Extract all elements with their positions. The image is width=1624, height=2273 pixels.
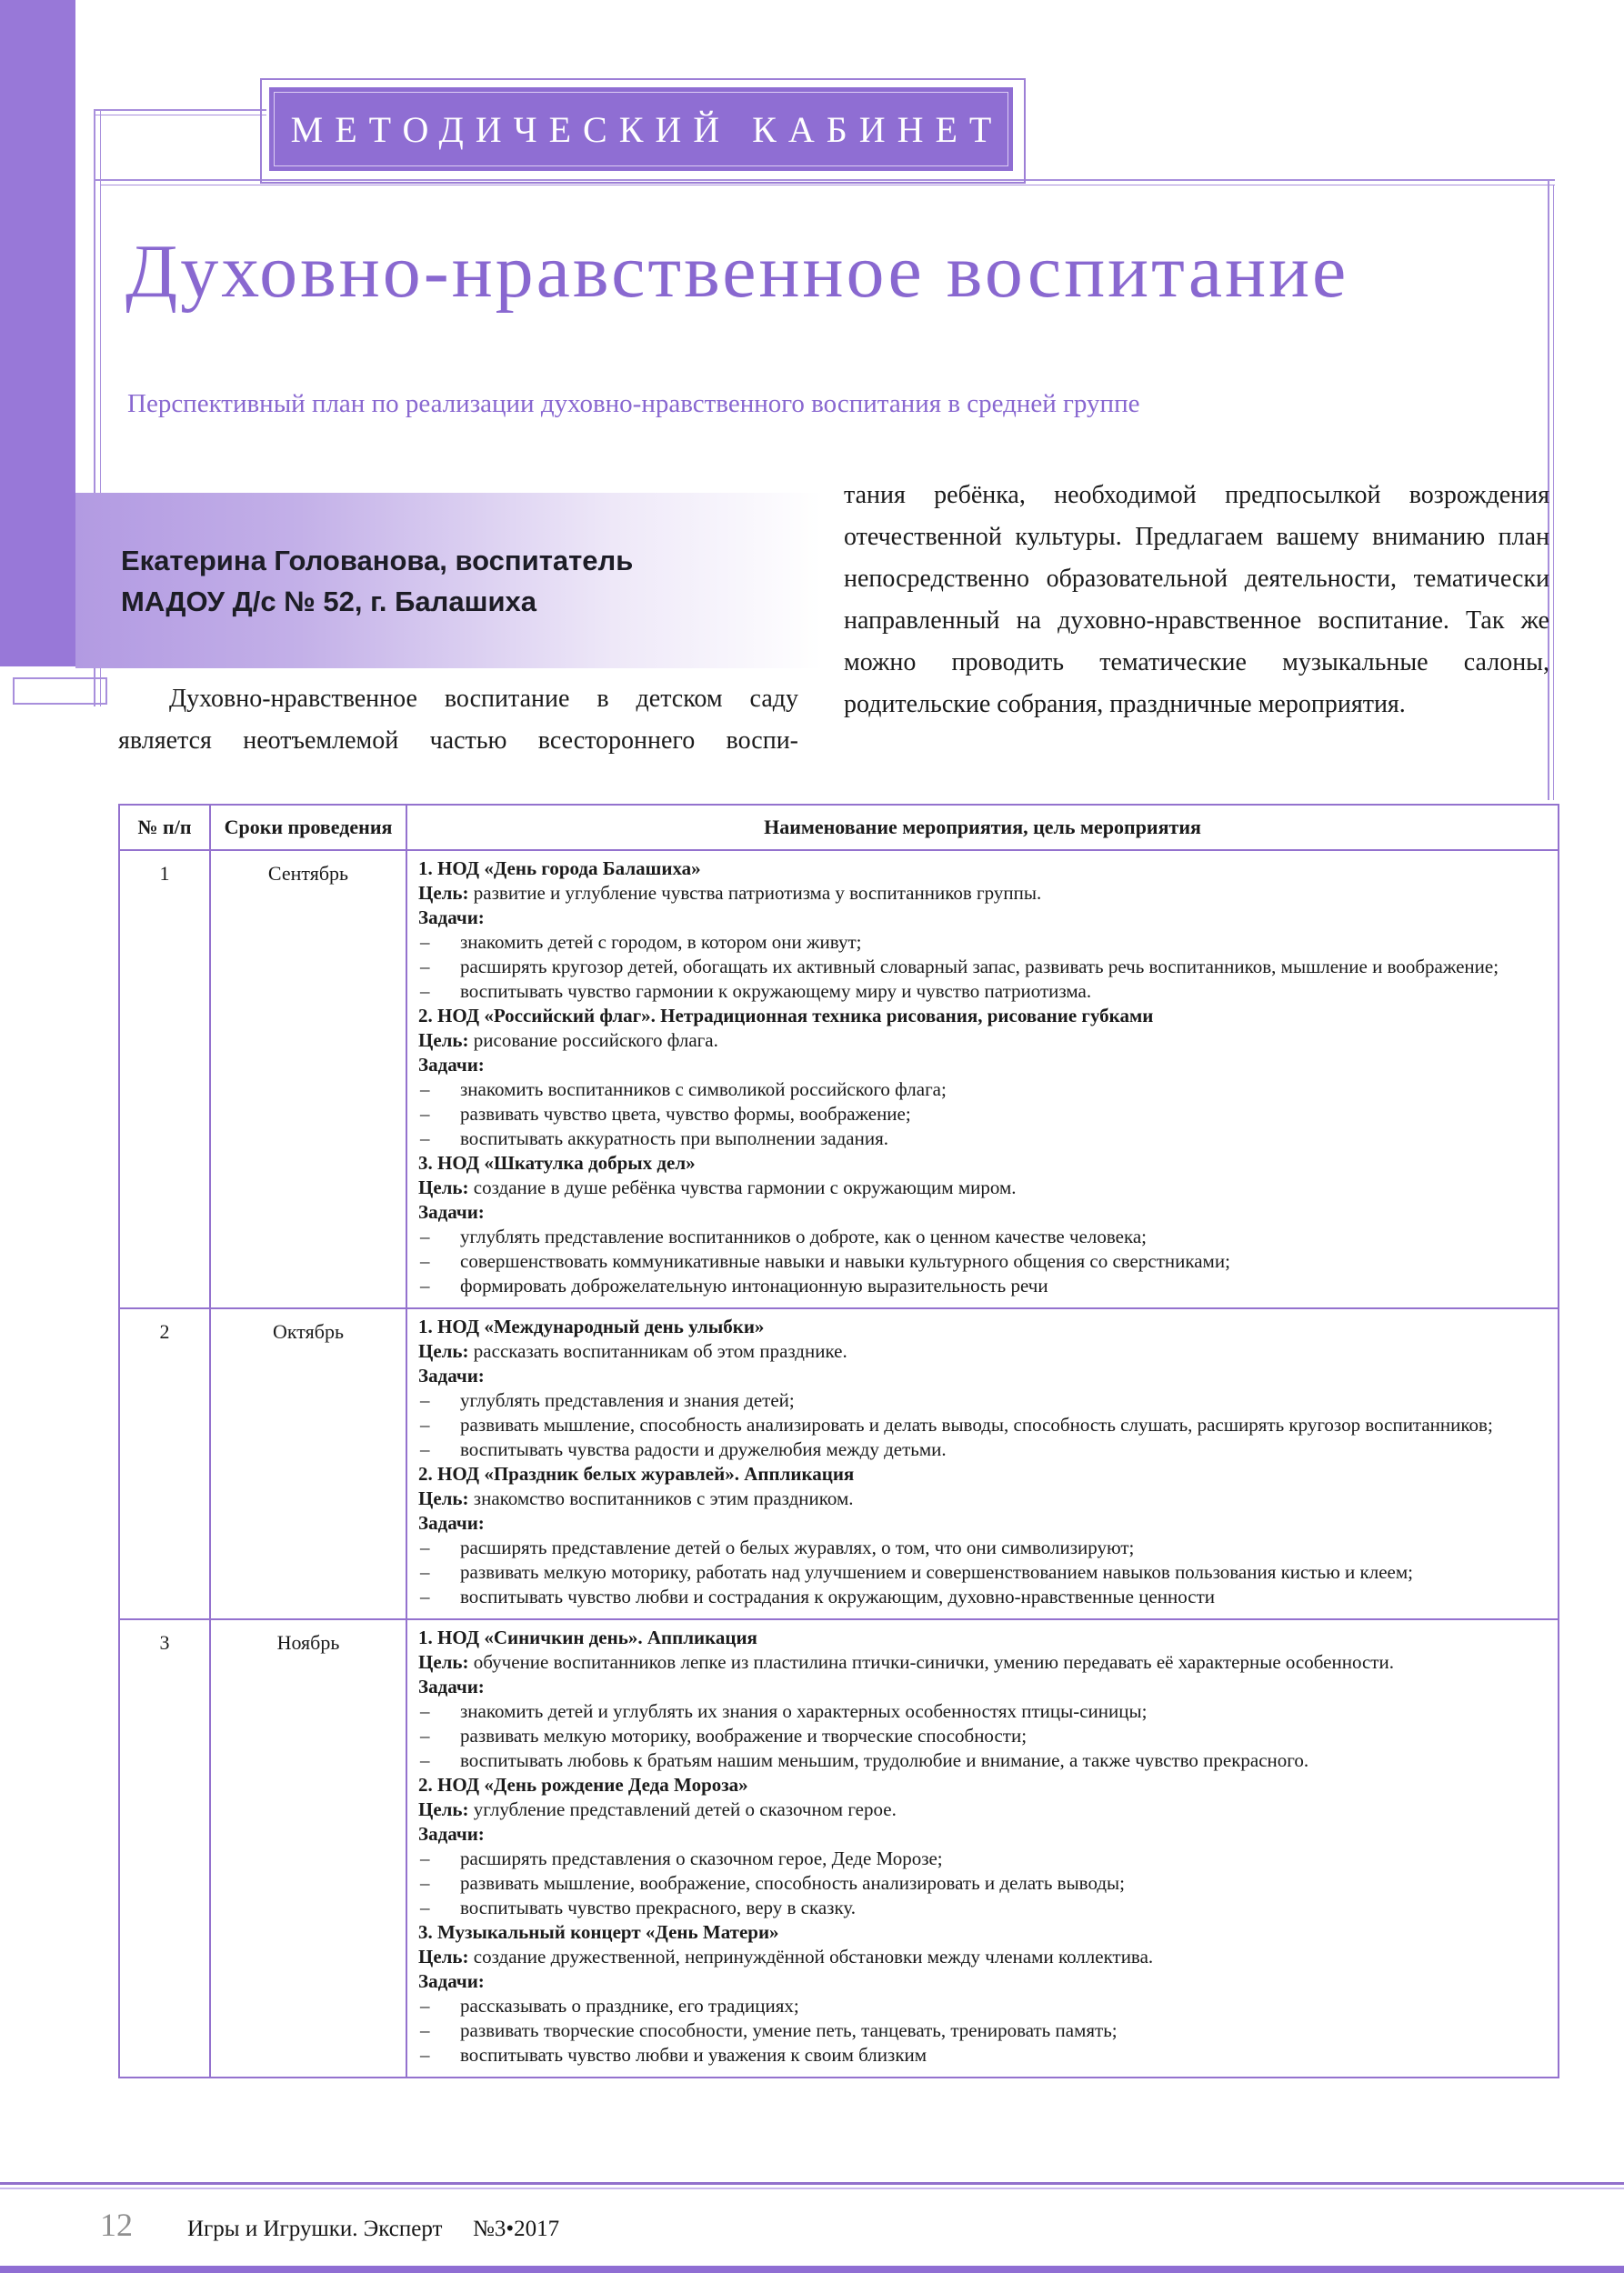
section-badge-inner-border xyxy=(274,92,1008,166)
table-row xyxy=(120,849,1558,1307)
task-item xyxy=(418,1847,1543,1871)
goal-line xyxy=(418,1176,1543,1200)
task-text: развивать творческие способности, умение петь, танцевать, тренировать память; xyxy=(460,2019,1118,2041)
goal-label: Цель: xyxy=(418,1029,469,1051)
task-text: развивать мелкую моторику, работать над улучшением и совершенствованием навыков пользования кистью и клеем; xyxy=(460,1561,1413,1583)
goal-text: рисование российского флага. xyxy=(468,1029,718,1051)
task-text: знакомить воспитанников с символикой российского флага; xyxy=(460,1078,947,1100)
tasks-label: Задачи: xyxy=(418,906,485,928)
task-text: воспитывать чувства радости и дружелюбия между детьми. xyxy=(460,1438,947,1460)
task-item xyxy=(418,1102,1543,1126)
table-header-row xyxy=(120,806,1558,849)
task-item xyxy=(418,1249,1543,1274)
author-block xyxy=(121,540,633,622)
dash-marker: – xyxy=(420,1561,430,1583)
goal-text: обучение воспитанников лепке из пластилина птички-синички, умению передавать её характерные особенности. xyxy=(468,1651,1394,1673)
dash-marker: – xyxy=(420,980,430,1002)
dash-marker: – xyxy=(420,1995,430,2017)
row-number: 1 xyxy=(159,862,170,885)
task-text: развивать мелкую моторику, воображение и творческие способности; xyxy=(460,1725,1028,1747)
left-accent-strip xyxy=(0,0,75,666)
task-item xyxy=(418,1126,1543,1151)
goal-line xyxy=(418,1945,1543,1969)
dash-marker: – xyxy=(420,1586,430,1607)
section-badge-label: МЕТОДИЧЕСКИЙ КАБИНЕТ xyxy=(290,108,1004,150)
task-text: расширять представление детей о белых журавлях, о том, что они символизируют; xyxy=(460,1537,1135,1558)
task-item xyxy=(418,930,1543,955)
goal-text: развитие и углубление чувства патриотизма у воспитанников группы. xyxy=(468,882,1042,904)
task-item xyxy=(418,1413,1543,1437)
dash-marker: – xyxy=(420,2044,430,2066)
goal-line xyxy=(418,1797,1543,1822)
goal-text: углубление представлений детей о сказочном герое. xyxy=(468,1798,897,1820)
tasks-label: Задачи: xyxy=(418,1365,485,1387)
task-item xyxy=(418,1748,1543,1773)
activity-title: 3. Музыкальный концерт «День Матери» xyxy=(418,1921,779,1943)
goal-line xyxy=(418,1650,1543,1675)
tasks-label: Задачи: xyxy=(418,1054,485,1076)
task-text: углублять представление воспитанников о доброте, как о ценном качестве человека; xyxy=(460,1226,1148,1247)
task-text: совершенствовать коммуникативные навыки и навыки культурного общения со сверстниками; xyxy=(460,1250,1230,1272)
tasks-label: Задачи: xyxy=(418,1512,485,1534)
row-content xyxy=(406,851,1558,1307)
goal-line xyxy=(418,1487,1543,1511)
goal-line xyxy=(418,881,1543,906)
task-item xyxy=(418,1699,1543,1724)
task-item xyxy=(418,1274,1543,1298)
activity-title: 1. НОД «Синичкин день». Аппликация xyxy=(418,1627,757,1648)
task-text: воспитывать аккуратность при выполнении задания. xyxy=(460,1127,888,1149)
row-content xyxy=(406,1620,1558,2077)
magazine-title: Игры и Игрушки. Эксперт xyxy=(187,2217,443,2241)
goal-label: Цель: xyxy=(418,1798,469,1820)
page-title: Духовно-нравственное воспитание xyxy=(125,229,1349,314)
header-cell-period: Сроки проведения xyxy=(209,806,406,849)
goal-label: Цель: xyxy=(418,1946,469,1968)
tasks-label: Задачи: xyxy=(418,1201,485,1223)
task-item xyxy=(418,955,1543,979)
footer-rule xyxy=(0,2182,1624,2185)
task-text: развивать чувство цвета, чувство формы, воображение; xyxy=(460,1103,911,1125)
issue-number: №3•2017 xyxy=(473,2217,560,2241)
goal-line xyxy=(418,1339,1543,1364)
header-cell-name: Наименование мероприятия, цель мероприятия xyxy=(406,806,1558,849)
task-text: углублять представления и знания детей; xyxy=(460,1389,795,1411)
row-period: Ноябрь xyxy=(209,1620,406,2077)
schedule-table xyxy=(118,804,1559,2078)
dash-marker: – xyxy=(420,1414,430,1436)
task-item xyxy=(418,1437,1543,1462)
activity-title: 2. НОД «День рождение Деда Мороза» xyxy=(418,1774,748,1796)
goal-text: создание в душе ребёнка чувства гармонии с окружающим миром. xyxy=(468,1177,1017,1198)
dash-marker: – xyxy=(420,2019,430,2041)
task-text: воспитывать чувство любви и уважения к своим близким xyxy=(460,2044,927,2066)
goal-text: создание дружественной, непринуждённой обстановки между членами коллектива. xyxy=(468,1946,1154,1968)
activity-title: 3. НОД «Шкатулка добрых дел» xyxy=(418,1152,696,1174)
task-item xyxy=(418,1724,1543,1748)
dash-marker: – xyxy=(420,1127,430,1149)
bottom-accent-bar xyxy=(0,2266,1624,2273)
task-text: воспитывать любовь к братьям нашим меньшим, трудолюбие и внимание, а также чувство прекрасного. xyxy=(460,1749,1309,1771)
task-item xyxy=(418,2018,1543,2043)
dash-marker: – xyxy=(420,1700,430,1722)
table-row xyxy=(120,1307,1558,1618)
footer-rule xyxy=(0,2188,1624,2189)
dash-marker: – xyxy=(420,1847,430,1869)
task-text: знакомить детей и углублять их знания о характерных особенностях птицы-синицы; xyxy=(460,1700,1148,1722)
dash-marker: – xyxy=(420,1438,430,1460)
task-item xyxy=(418,1896,1543,1920)
task-item xyxy=(418,1871,1543,1896)
goal-text: рассказать воспитанникам об этом празднике. xyxy=(468,1340,847,1362)
dash-marker: – xyxy=(420,1226,430,1247)
row-period: Октябрь xyxy=(209,1309,406,1618)
goal-line xyxy=(418,1028,1543,1053)
goal-label: Цель: xyxy=(418,1340,469,1362)
task-item xyxy=(418,2043,1543,2068)
author-org: МАДОУ Д/с № 52, г. Балашиха xyxy=(121,586,536,617)
dash-marker: – xyxy=(420,1725,430,1747)
dash-marker: – xyxy=(420,931,430,953)
intro-column-right: тания ребёнка, необходимой предпосылкой возрождения отечественной культуры. Предлагаем вашему вниманию план непосредственно образовательной деятельности, тематически направленный на духовно-нравственное воспитание. Так же можно проводить тематические музыкальные салоны, родительские собрания, праздничные мероприятия. xyxy=(844,481,1549,718)
goal-label: Цель: xyxy=(418,882,469,904)
dash-marker: – xyxy=(420,1537,430,1558)
task-item xyxy=(418,1585,1543,1609)
task-text: расширять кругозор детей, обогащать их активный словарный запас, развивать речь воспитанников, мышление и воображение; xyxy=(460,956,1499,977)
header-cell-number: № п/п xyxy=(137,816,192,838)
activity-title: 1. НОД «Международный день улыбки» xyxy=(418,1316,765,1337)
dash-marker: – xyxy=(420,1250,430,1272)
task-item xyxy=(418,1560,1543,1585)
intro-column-left: Духовно-нравственное воспитание в детском саду является неотъемлемой частью всестороннего воспи- xyxy=(118,685,798,755)
task-item xyxy=(418,1225,1543,1249)
task-item xyxy=(418,1994,1543,2018)
task-item xyxy=(418,1077,1543,1102)
dash-marker: – xyxy=(420,1103,430,1125)
task-text: знакомить детей с городом, в котором они живут; xyxy=(460,931,862,953)
activity-title: 1. НОД «День города Балашиха» xyxy=(418,857,701,879)
task-text: воспитывать чувство любви и сострадания к окружающим, духовно-нравственные ценности xyxy=(460,1586,1215,1607)
task-text: воспитывать чувство прекрасного, веру в сказку. xyxy=(460,1897,857,1918)
goal-label: Цель: xyxy=(418,1651,469,1673)
dash-marker: – xyxy=(420,956,430,977)
goal-label: Цель: xyxy=(418,1487,469,1509)
section-badge xyxy=(269,87,1013,171)
task-text: расширять представления о сказочном герое, Деде Морозе; xyxy=(460,1847,943,1869)
decorative-line xyxy=(1553,185,1554,800)
table-row xyxy=(120,1618,1558,2077)
goal-text: знакомство воспитанников с этим праздником. xyxy=(468,1487,854,1509)
tasks-label: Задачи: xyxy=(418,1970,485,1992)
author-banner xyxy=(75,493,823,668)
dash-marker: – xyxy=(420,1275,430,1297)
dash-marker: – xyxy=(420,1872,430,1894)
decorative-corner xyxy=(13,677,107,705)
author-name: Екатерина Голованова, воспитатель xyxy=(121,545,634,576)
task-text: формировать доброжелательную интонационную выразительность речи xyxy=(460,1275,1048,1297)
task-item xyxy=(418,1536,1543,1560)
task-item xyxy=(418,1388,1543,1413)
row-period: Сентябрь xyxy=(209,851,406,1307)
decorative-line xyxy=(94,109,266,111)
row-content xyxy=(406,1309,1558,1618)
page-number: 12 xyxy=(100,2207,133,2243)
row-number: 3 xyxy=(159,1631,170,1654)
tasks-label: Задачи: xyxy=(418,1676,485,1697)
tasks-label: Задачи: xyxy=(418,1823,485,1845)
dash-marker: – xyxy=(420,1389,430,1411)
goal-label: Цель: xyxy=(418,1177,469,1198)
dash-marker: – xyxy=(420,1897,430,1918)
activity-title: 2. НОД «Российский флаг». Нетрадиционная техника рисования, рисование губками xyxy=(418,1005,1154,1026)
task-item xyxy=(418,979,1543,1004)
row-number: 2 xyxy=(159,1320,170,1343)
task-text: развивать мышление, способность анализировать и делать выводы, способность слушать, расширять кругозор воспитанников; xyxy=(460,1414,1493,1436)
page-subtitle: Перспективный план по реализации духовно-нравственного воспитания в средней группе xyxy=(127,389,1140,418)
task-text: рассказывать о празднике, его традициях; xyxy=(460,1995,799,2017)
dash-marker: – xyxy=(420,1749,430,1771)
task-text: воспитывать чувство гармонии к окружающему миру и чувство патриотизма. xyxy=(460,980,1092,1002)
activity-title: 2. НОД «Праздник белых журавлей». Аппликация xyxy=(418,1463,855,1485)
task-text: развивать мышление, воображение, способность анализировать и делать выводы; xyxy=(460,1872,1125,1894)
dash-marker: – xyxy=(420,1078,430,1100)
